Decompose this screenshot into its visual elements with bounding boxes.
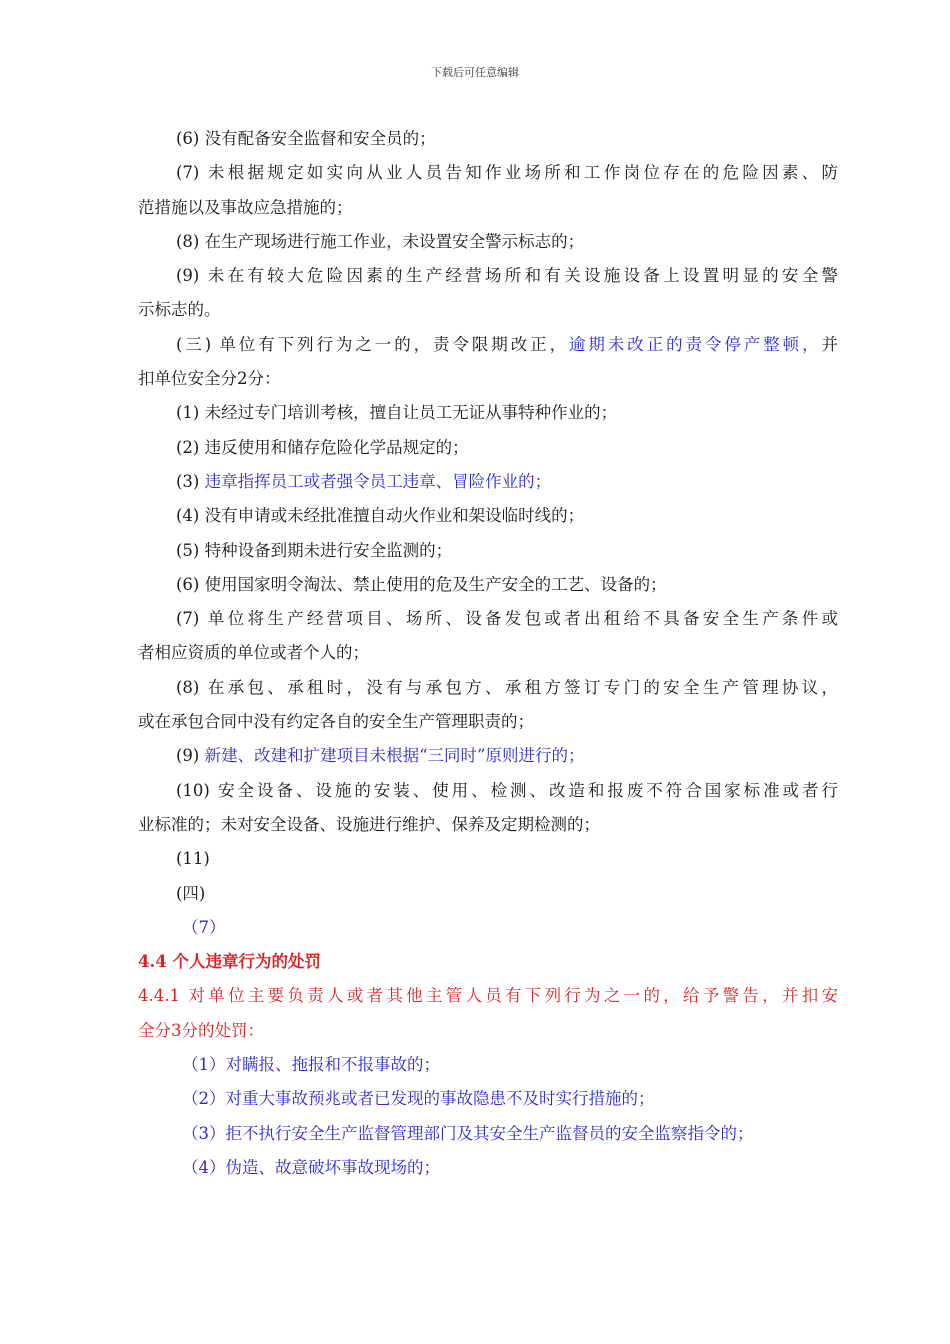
- text-segment: 全分3分的处罚：: [138, 1020, 264, 1040]
- text-segment: (8) 在生产现场进行施工作业，未设置安全警示标志的；: [176, 231, 585, 251]
- text-line: [138, 1014, 838, 1048]
- text-segment: (5) 特种设备到期未进行安全监测的；: [176, 540, 453, 560]
- text-line: [138, 465, 838, 499]
- text-line: [138, 259, 838, 293]
- document-body: [138, 122, 838, 1185]
- text-line: [138, 945, 838, 979]
- text-segment: 4.4.1 对单位主要负责人或者其他主管人员有下列行为之一的，给予警告，并扣安: [138, 986, 838, 1006]
- text-line: [138, 396, 838, 430]
- text-line: [138, 842, 838, 876]
- text-line: [138, 534, 838, 568]
- text-segment: 4.4 个人违章行为的处罚: [138, 952, 321, 972]
- text-segment: (9) 未在有较大危险因素的生产经营场所和有关设施设备上设置明显的安全警: [176, 266, 838, 286]
- text-segment: 并: [821, 334, 838, 354]
- text-segment: （1）对瞒报、拖报和不报事故的；: [182, 1055, 440, 1075]
- text-line: [138, 739, 838, 773]
- text-line: [138, 979, 838, 1013]
- text-line: [138, 568, 838, 602]
- text-segment: 逾期未改正的责令停产整顿，: [569, 334, 822, 354]
- text-segment: (10) 安全设备、设施的安装、使用、检测、改造和报废不符合国家标准或者行: [176, 780, 838, 800]
- text-line: [138, 774, 838, 808]
- text-line: [138, 911, 838, 945]
- text-line: [138, 293, 838, 327]
- text-segment: (3): [176, 471, 205, 491]
- text-segment: 者相应资质的单位或者个人的；: [138, 643, 369, 663]
- text-segment: (9): [176, 746, 205, 766]
- text-line: [138, 122, 838, 156]
- text-segment: 示标志的。: [138, 300, 221, 320]
- text-segment: （7）: [182, 917, 226, 937]
- text-segment: (8) 在承包、承租时，没有与承包方、承租方签订专门的安全生产管理协议，: [176, 677, 838, 697]
- text-line: [138, 1048, 838, 1082]
- text-segment: 扣单位安全分2分：: [138, 369, 281, 389]
- text-line: [138, 877, 838, 911]
- text-segment: (2) 违反使用和储存危险化学品规定的；: [176, 437, 469, 457]
- text-line: [138, 328, 838, 362]
- text-segment: (4) 没有申请或未经批准擅自动火作业和架设临时线的；: [176, 506, 585, 526]
- page-header: 下载后可任意编辑: [431, 66, 519, 79]
- text-segment: （3）拒不执行安全生产监督管理部门及其安全生产监督员的安全监察指令的；: [182, 1123, 754, 1143]
- text-segment: (7) 单位将生产经营项目、场所、设备发包或者出租给不具备安全生产条件或: [176, 609, 838, 629]
- text-segment: （4）伪造、故意破坏事故现场的；: [182, 1157, 440, 1177]
- text-line: [138, 1117, 838, 1151]
- text-segment: 业标准的；未对安全设备、设施进行维护、保养及定期检测的；: [138, 814, 600, 834]
- text-segment: 新建、改建和扩建项目未根据“三同时”原则进行的；: [204, 746, 585, 766]
- text-line: [138, 1082, 838, 1116]
- text-segment: 违章指挥员工或者强令员工违章、冒险作业的；: [204, 471, 552, 491]
- text-segment: 范措施以及事故应急措施的；: [138, 197, 353, 217]
- text-line: [138, 191, 838, 225]
- text-segment: (四): [176, 883, 206, 903]
- text-line: [138, 156, 838, 190]
- text-line: [138, 705, 838, 739]
- text-segment: (11): [176, 849, 210, 869]
- text-line: [138, 636, 838, 670]
- text-line: [138, 431, 838, 465]
- text-line: [138, 499, 838, 533]
- text-segment: (6) 使用国家明令淘汰、禁止使用的危及生产安全的工艺、设备的；: [176, 574, 667, 594]
- text-line: [138, 1151, 838, 1185]
- text-segment: (6) 没有配备安全监督和安全员的；: [176, 129, 436, 148]
- text-line: [138, 362, 838, 396]
- text-line: [138, 671, 838, 705]
- text-line: [138, 225, 838, 259]
- text-segment: 或在承包合同中没有约定各自的安全生产管理职责的；: [138, 712, 534, 732]
- text-segment: （2）对重大事故预兆或者已发现的事故隐患不及时实行措施的；: [182, 1089, 655, 1109]
- text-segment: (7) 未根据规定如实向从业人员告知作业场所和工作岗位存在的危险因素、防: [176, 163, 838, 183]
- text-segment: (1) 未经过专门培训考核，擅自让员工无证从事特种作业的；: [176, 403, 618, 423]
- text-line: [138, 808, 838, 842]
- text-segment: (三) 单位有下列行为之一的，责令限期改正，: [176, 334, 569, 354]
- text-line: [138, 602, 838, 636]
